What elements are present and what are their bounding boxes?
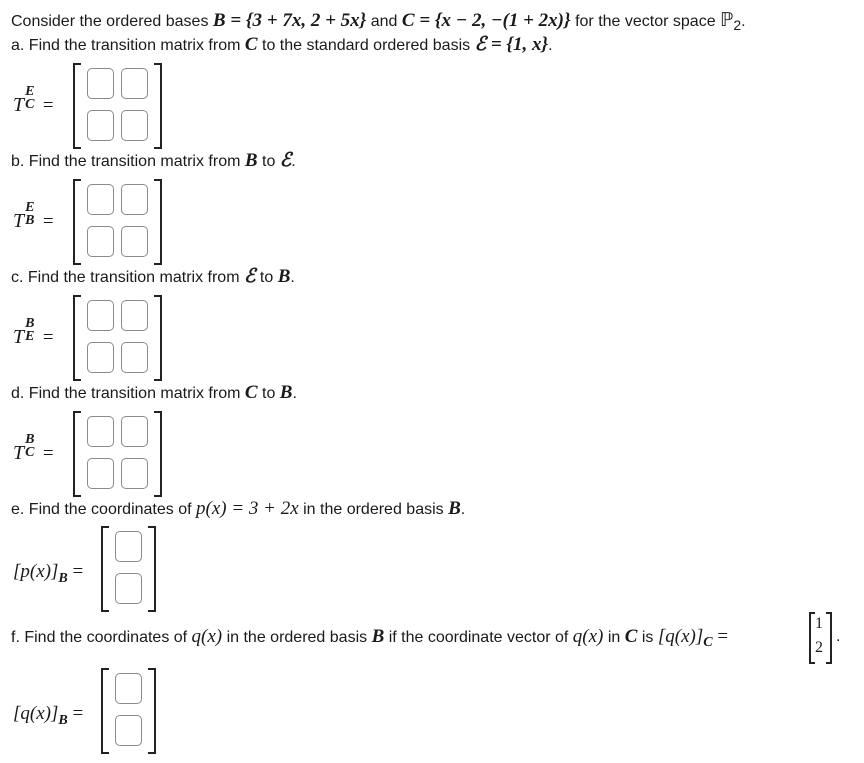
matrix-right-bracket [154,63,162,149]
intro-and: and [366,13,402,30]
part-c-cell-12[interactable] [121,300,148,331]
part-e-text: e. Find the coordinates of [11,501,196,518]
polynomial-q-second: q(x) [572,626,604,647]
coordinate-vector-q-c: [q(x)] [657,626,704,647]
transition-symbol: T [13,326,25,348]
matrix-left-bracket [73,411,81,497]
part-d-text: d. Find the transition matrix from [11,385,245,402]
part-c-cell-21[interactable] [87,342,114,373]
vector-space-symbol: ℙ [720,10,734,31]
part-f-basis-c: C [624,626,638,647]
equals-sign: = [72,703,84,724]
part-a-cell-12[interactable] [121,68,148,99]
given-vector-entry-2: 2 [815,639,823,656]
part-a-text: a. Find the transition matrix from [11,37,245,54]
intro-suffix: for the vector space [570,13,721,30]
part-f-vec-subscript: C [703,635,713,651]
given-vector-right-bracket [826,612,832,664]
part-d-from-basis: C [244,382,258,403]
part-b-end: . [291,153,296,170]
part-d-cell-22[interactable] [121,458,148,489]
part-e-label [13,561,83,587]
vector-left-bracket [101,668,109,754]
part-a-cell-11[interactable] [87,68,114,99]
part-f-mid2: if the coordinate vector of [384,629,573,646]
part-c-prompt [11,267,295,288]
part-d-to-basis: B [279,382,293,403]
part-d-cell-11[interactable] [87,416,114,447]
part-c-superscript: B [25,316,35,331]
equals-sign: = [42,443,54,464]
part-b-superscript: E [25,200,35,215]
part-b-subscript: B [25,213,35,228]
part-e-basis: B [448,498,461,519]
transition-symbol: T [13,442,25,464]
part-e-cell-2[interactable] [115,573,142,604]
part-b-cell-22[interactable] [121,226,148,257]
part-a-subscript: C [25,97,35,112]
part-f-label-subscript: B [58,712,68,728]
part-f-label [13,703,83,729]
part-d-end: . [292,385,297,402]
part-b-from-basis: B [244,150,258,171]
part-a-prompt [11,35,553,56]
part-c-subscript: E [25,329,35,344]
part-f-mid3: in [603,629,625,646]
part-a-superscript: E [25,84,35,99]
part-b-cell-12[interactable] [121,184,148,215]
intro-line [11,11,746,35]
part-c-from-basis: ℰ [243,266,256,287]
part-e-mid: in the ordered basis [298,501,449,518]
standard-basis-definition: ℰ = {1, x} [474,34,549,55]
equals-sign: = [42,211,54,232]
part-f-end: . [836,628,841,645]
part-a-cell-22[interactable] [121,110,148,141]
part-d-cell-21[interactable] [87,458,114,489]
part-d-subscript: C [25,445,35,460]
part-c-cell-22[interactable] [121,342,148,373]
part-b-cell-11[interactable] [87,184,114,215]
coordinate-vector-q: [q(x)] [13,703,59,724]
part-a-label [13,84,54,117]
part-b-prompt [11,151,296,172]
part-d-label [13,432,54,465]
part-a-from-basis: C [244,34,258,55]
equals-sign: = [42,327,54,348]
transition-symbol: T [13,94,25,116]
part-c-mid: to [255,269,278,286]
part-c-text: c. Find the transition matrix from [11,269,244,286]
intro-prefix: Consider the ordered bases [11,13,213,30]
part-e-label-subscript: B [58,570,68,586]
part-c-label [13,316,54,349]
part-f-mid4: is [637,629,658,646]
part-d-superscript: B [25,432,35,447]
part-b-to-basis: ℰ [279,150,292,171]
part-f-mid: in the ordered basis [222,629,372,646]
equals-sign: = [717,626,729,647]
part-a-end: . [548,37,553,54]
matrix-left-bracket [73,63,81,149]
part-c-cell-11[interactable] [87,300,114,331]
polynomial-p: p(x) = 3 + 2x [196,498,299,519]
part-f-basis: B [371,626,385,647]
part-d-cell-12[interactable] [121,416,148,447]
part-f-cell-2[interactable] [115,715,142,746]
equals-sign: = [42,95,54,116]
part-a-mid: to the standard ordered basis [257,37,475,54]
vector-left-bracket [101,526,109,612]
matrix-left-bracket [73,179,81,265]
part-e-prompt [11,499,465,520]
part-e-cell-1[interactable] [115,531,142,562]
equals-sign: = [72,561,84,582]
matrix-right-bracket [154,179,162,265]
part-a-cell-21[interactable] [87,110,114,141]
part-b-label [13,200,54,233]
matrix-left-bracket [73,295,81,381]
matrix-right-bracket [154,411,162,497]
part-d-prompt [11,383,297,404]
basis-c-definition: C = {x − 2, −(1 + 2x)} [401,10,571,31]
vector-space-subscript: 2 [733,17,742,34]
part-f-text: f. Find the coordinates of [11,629,192,646]
part-b-text: b. Find the transition matrix from [11,153,245,170]
vector-right-bracket [148,526,156,612]
part-f-prompt [11,627,728,653]
part-d-mid: to [257,385,280,402]
part-e-end: . [460,501,466,518]
part-b-cell-21[interactable] [87,226,114,257]
matrix-right-bracket [154,295,162,381]
part-c-end: . [290,269,295,286]
vector-right-bracket [148,668,156,754]
part-b-mid: to [257,153,280,170]
part-c-to-basis: B [277,266,291,287]
part-f-cell-1[interactable] [115,673,142,704]
transition-symbol: T [13,210,25,232]
basis-b-definition: B = {3 + 7x, 2 + 5x} [212,10,367,31]
given-vector-entry-1: 1 [815,615,823,632]
polynomial-q: q(x) [191,626,223,647]
coordinate-vector-p: [p(x)] [13,561,59,582]
intro-end: . [741,13,746,30]
